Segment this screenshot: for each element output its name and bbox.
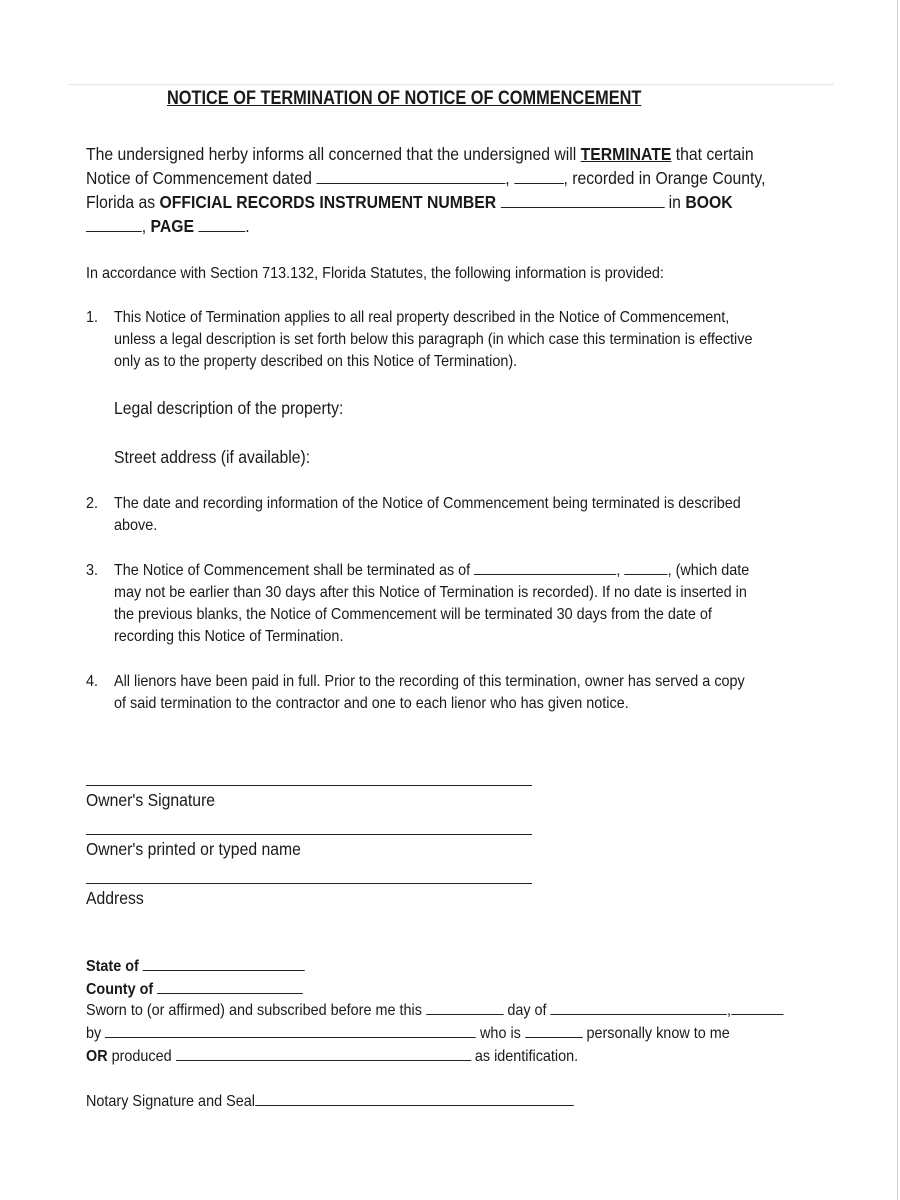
county-line bbox=[86, 981, 303, 999]
owner-signature-label: Owner's Signature bbox=[86, 790, 216, 810]
instrument-number-label: OFFICIAL RECORDS INSTRUMENT NUMBER bbox=[159, 192, 497, 212]
item-number: 2. bbox=[86, 495, 99, 512]
sworn-year-field[interactable] bbox=[731, 1002, 783, 1015]
address-label: Address bbox=[86, 888, 144, 908]
identification-field[interactable] bbox=[176, 1048, 471, 1061]
book-field[interactable] bbox=[86, 217, 142, 232]
personally-known-text: personally know to me bbox=[586, 1025, 730, 1042]
item-2-line: above. bbox=[114, 517, 158, 534]
item-number: 4. bbox=[86, 673, 99, 690]
item-1-line: only as to the property described on this Notice of Termination). bbox=[114, 353, 518, 370]
item-3-line-1: The Notice of Commencement shall be terminated as of , , (which date bbox=[114, 562, 750, 579]
or-label: OR bbox=[86, 1048, 108, 1065]
notary-signature-line bbox=[86, 1093, 574, 1111]
intro-text: , recorded in Orange County, bbox=[563, 168, 766, 188]
intro-text: Notice of Commencement dated bbox=[86, 168, 312, 188]
owner-address-field[interactable] bbox=[86, 883, 532, 884]
item-3-line: may not be earlier than 30 days after this Notice of Termination is recorded). If no date is inserted in bbox=[114, 584, 747, 601]
notary-signature-label: Notary Signature and Seal bbox=[86, 1093, 255, 1110]
terminate-keyword: TERMINATE bbox=[580, 144, 672, 164]
item-number: 1. bbox=[86, 309, 99, 326]
intro-line-4: , PAGE . bbox=[86, 216, 250, 237]
item-4-line: of said termination to the contractor and one to each lienor who has given notice. bbox=[114, 695, 629, 712]
by-label: by bbox=[86, 1025, 102, 1042]
top-divider bbox=[68, 84, 834, 85]
page-field[interactable] bbox=[198, 217, 245, 232]
sworn-month-field[interactable] bbox=[551, 1002, 727, 1015]
by-name-field[interactable] bbox=[105, 1025, 476, 1038]
intro-text: Florida as bbox=[86, 192, 160, 212]
as-identification-text: as identification. bbox=[474, 1048, 579, 1065]
state-line bbox=[86, 958, 305, 976]
book-label: BOOK bbox=[685, 192, 733, 212]
item-4-line: All lienors have been paid in full. Prior to the recording of this termination, owner has served a copy bbox=[114, 673, 745, 690]
item-3-line: the previous blanks, the Notice of Commencement will be terminated 30 days from the date of bbox=[114, 606, 712, 623]
legal-description-label: Legal description of the property: bbox=[114, 398, 344, 418]
statute-line: In accordance with Section 713.132, Florida Statutes, the following information is provided: bbox=[86, 265, 664, 282]
produced-label: produced bbox=[111, 1048, 172, 1065]
street-address-label: Street address (if available): bbox=[114, 447, 311, 467]
owner-signature-field[interactable] bbox=[86, 785, 532, 786]
page-edge bbox=[897, 0, 898, 1200]
item-2-line: The date and recording information of the Notice of Commencement being terminated is described bbox=[114, 495, 741, 512]
page-label: PAGE bbox=[150, 216, 195, 236]
state-label: State of bbox=[86, 958, 139, 975]
intro-text: that certain bbox=[671, 144, 754, 164]
termination-year-field[interactable] bbox=[624, 562, 667, 575]
intro-line-3 bbox=[86, 192, 733, 213]
who-is-text: who is bbox=[480, 1025, 521, 1042]
state-field[interactable] bbox=[143, 958, 305, 971]
item-number: 3. bbox=[86, 562, 99, 579]
item-3-text: The Notice of Commencement shall be terminated as of bbox=[114, 562, 471, 579]
item-3-text: , (which date bbox=[667, 562, 750, 579]
county-label: County of bbox=[86, 981, 154, 998]
owner-name-field[interactable] bbox=[86, 834, 532, 835]
item-3-line: recording this Notice of Termination. bbox=[114, 628, 344, 645]
sworn-text: Sworn to (or affirmed) and subscribed before me this bbox=[86, 1002, 422, 1019]
commencement-year-field[interactable] bbox=[514, 169, 564, 184]
sworn-text: day of bbox=[507, 1002, 547, 1019]
by-line bbox=[86, 1025, 730, 1043]
sworn-day-field[interactable] bbox=[426, 1002, 503, 1015]
owner-name-label: Owner's printed or typed name bbox=[86, 839, 301, 859]
intro-line-2: Notice of Commencement dated , , recorded in Orange County, bbox=[86, 168, 766, 188]
item-1-line: This Notice of Termination applies to all real property described in the Notice of Commencement, bbox=[114, 309, 730, 326]
intro-line-1 bbox=[86, 144, 754, 165]
produced-line bbox=[86, 1048, 578, 1066]
county-field[interactable] bbox=[157, 981, 303, 994]
intro-text: The undersigned herby informs all concerned that the undersigned will bbox=[86, 144, 581, 164]
instrument-number-field[interactable] bbox=[501, 193, 665, 208]
document-title: NOTICE OF TERMINATION OF NOTICE OF COMMENCEMENT bbox=[166, 88, 642, 109]
sworn-line: Sworn to (or affirmed) and subscribed before me this day of , bbox=[86, 1002, 783, 1020]
termination-date-field[interactable] bbox=[474, 562, 616, 575]
item-1-line: unless a legal description is set forth below this paragraph (in which case this termination is effective bbox=[114, 331, 753, 348]
notary-signature-field[interactable] bbox=[255, 1093, 574, 1106]
who-is-field[interactable] bbox=[525, 1025, 583, 1038]
intro-text: in bbox=[664, 192, 686, 212]
commencement-date-field[interactable] bbox=[316, 169, 505, 184]
